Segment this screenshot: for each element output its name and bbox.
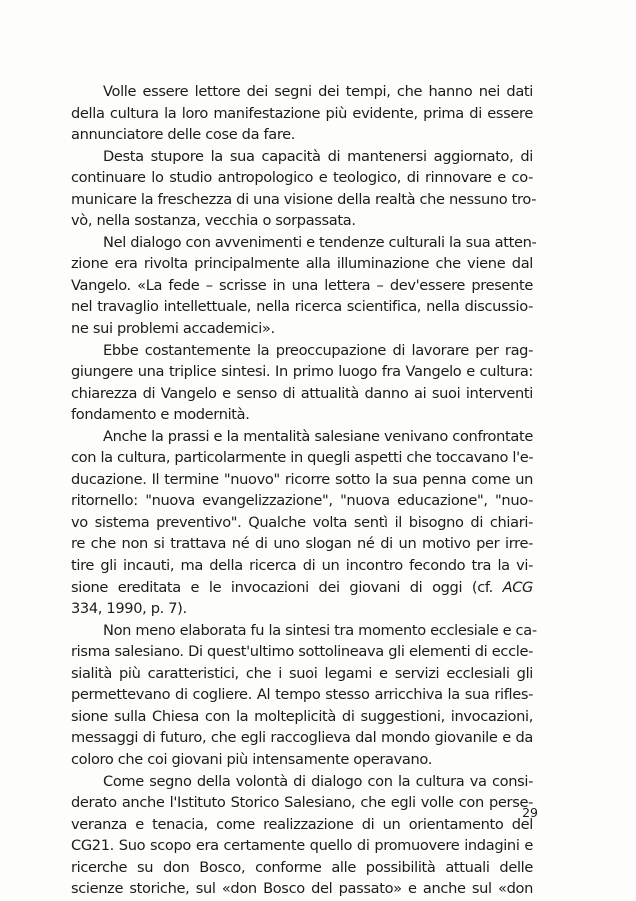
text-line: CG21. Suo scopo era certamente quello di promuovere indagini e	[71, 837, 533, 855]
text-line: risma salesiano. Di quest'ultimo sottolineava gli elementi di eccle-	[71, 643, 533, 661]
body-text	[71, 81, 537, 900]
text-line: Desta stupore la sua capacità di mantenersi aggiornato, di	[103, 147, 533, 165]
text-line: sione sulla Chiesa con la molteplicità di suggestioni, invocazioni,	[71, 707, 533, 725]
text-line: sialità più caratteristici, che i suoi legami e servizi ecclesiali gli	[71, 664, 533, 682]
text-line: Come segno della volontà di dialogo con la cultura va consi-	[103, 772, 533, 790]
text-line: permettevano di cogliere. Al tempo stesso arricchiva la sua rifles-	[71, 686, 533, 704]
text-line: chiarezza di Vangelo e senso di attualità danno ai suoi interventi	[71, 384, 533, 402]
text-line: con la cultura, particolarmente in quegli aspetti che toccavano l'e-	[71, 449, 534, 467]
text-line: continuare lo studio antropologico e teologico, di rinnovare e co-	[71, 169, 533, 187]
text-line: fondamento e modernità.	[71, 406, 250, 424]
text-line: scienze storiche, sul «don Bosco del passato» e anche sul «don	[71, 880, 533, 898]
text-line: municare la freschezza di una visione della realtà che nessuno tro-	[71, 190, 537, 208]
text-line: re che non si trattava né di uno slogan né di un motivo per irre-	[71, 535, 533, 553]
text-line: Volle essere lettore dei segni dei tempi, che hanno nei dati	[103, 83, 533, 100]
text-line: 334, 1990, p. 7).	[71, 600, 187, 618]
text-line: della cultura la loro manifestazione più evidente, prima di essere	[71, 104, 533, 122]
text-line: messaggi di futuro, che egli raccoglieva dal mondo giovanile e da	[71, 729, 533, 747]
text-line: ritornello: "nuova evangelizzazione", "nuova educazione", "nuo-	[71, 492, 533, 510]
text-line: zione era rivolta principalmente alla illuminazione che viene dal	[71, 255, 533, 273]
text-line: giungere una triplice sintesi. In primo luogo fra Vangelo e cultura:	[71, 363, 533, 381]
text-line: veranza e tenacia, come realizzazione di un orientamento del	[71, 815, 533, 833]
text-line: ricerche su don Bosco, conforme alle possibilità attuali delle	[71, 858, 533, 876]
text-line: nel travaglio intellettuale, nella ricerca scientifica, nella discussio-	[71, 298, 533, 316]
text-line: coloro che coi giovani più intensamente operavano.	[71, 750, 433, 768]
text-line: ducazione. Il termine "nuovo" ricorre sotto la sua penna come un	[71, 470, 533, 488]
text-line: Vangelo. «La fede – scrisse in una lettera – dev'essere presente	[71, 276, 533, 294]
text-line: Anche la prassi e la mentalità salesiane venivano confrontate	[103, 427, 533, 445]
text-line: annunciatore delle cose da fare.	[71, 126, 296, 144]
text-line: sione ereditata e le invocazioni dei giovani di oggi (cf. ACG	[71, 578, 533, 596]
text-line: vo sistema preventivo". Qualche volta sentì il bisogno di chiari-	[71, 513, 533, 531]
text-line: vò, nella sostanza, vecchia o sorpassata.	[71, 212, 356, 230]
page-number: 29	[522, 805, 538, 820]
text-line: tire gli incauti, ma della ricerca di un incontro fecondo tra la vi-	[71, 557, 533, 575]
text-line: ne sui problemi accademici».	[71, 320, 275, 338]
text-line: derato anche l'Istituto Storico Salesiano, che egli volle con perse-	[71, 794, 533, 812]
text-line: Nel dialogo con avvenimenti e tendenze culturali la sua atten-	[103, 233, 537, 251]
text-line: Non meno elaborata fu la sintesi tra momento ecclesiale e ca-	[103, 621, 537, 639]
reference-abbreviation: ACG	[502, 578, 533, 596]
text-line: Ebbe costantemente la preoccupazione di lavorare per rag-	[103, 341, 533, 359]
